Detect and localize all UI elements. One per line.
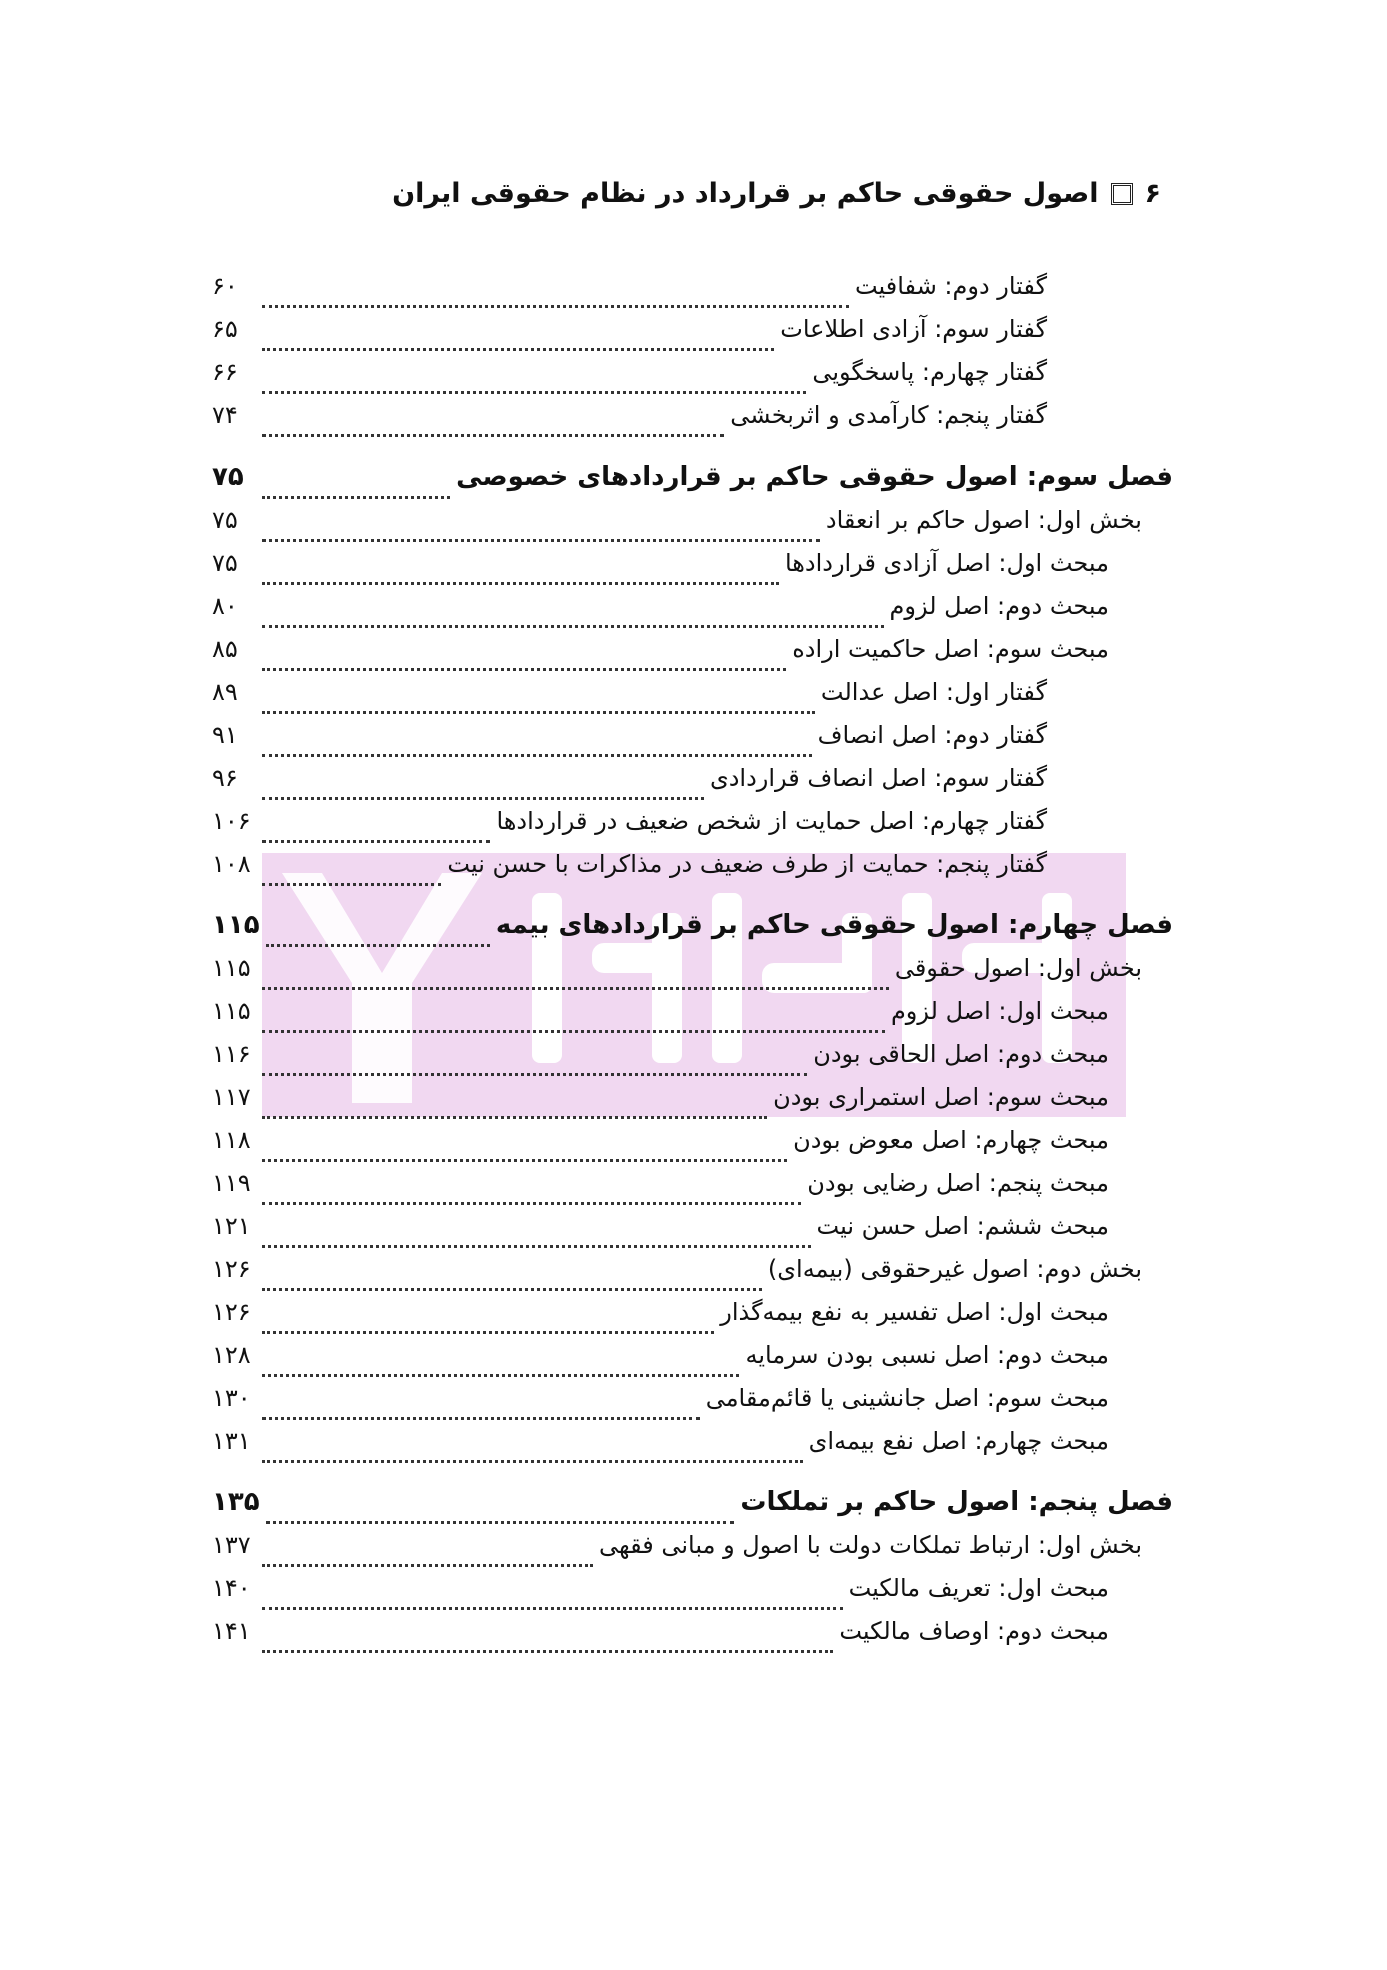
dot-leader (262, 699, 815, 714)
toc-entry-page: ۱۳۰ (212, 1384, 251, 1412)
dot-leader (262, 828, 490, 843)
toc-entry-page: ۱۱۵ (212, 910, 260, 940)
toc-entry-title: گفتار پنجم: حمایت از طرف ضعیف در مذاکرات با حسن نیت (447, 850, 1047, 878)
toc-entry-page: ۹۶ (212, 764, 238, 792)
toc-entry-title: مبحث ششم: اصل حسن نیت (816, 1212, 1109, 1240)
toc-entry-goftar[interactable] (212, 670, 1047, 714)
toc-entry-title: مبحث سوم: اصل استمراری بودن (773, 1083, 1109, 1111)
toc-entry-title: بخش اول: ارتباط تملکات دولت با اصول و مبانی فقهی (599, 1531, 1142, 1559)
toc-entry-title: مبحث دوم: اوصاف مالکیت (839, 1617, 1109, 1645)
toc-entry-part[interactable] (212, 1247, 1142, 1291)
toc-entry-page: ۱۴۱ (212, 1617, 251, 1645)
toc-entry-goftar[interactable] (212, 756, 1047, 800)
toc-entry-page: ۶۰ (212, 272, 238, 300)
page-number: ۶ (1144, 178, 1161, 209)
dot-leader (262, 293, 849, 308)
toc-entry-title: گفتار سوم: اصل انصاف قراردادی (709, 764, 1047, 792)
toc-entry-title: مبحث چهارم: اصل نفع بیمه‌ای (808, 1427, 1109, 1455)
toc-entry-page: ۱۱۵ (212, 997, 251, 1025)
toc-entry-page: ۱۱۵ (212, 954, 251, 982)
dot-leader (262, 742, 812, 757)
toc-entry-mabhas[interactable] (212, 1609, 1109, 1653)
dot-leader (262, 1638, 833, 1653)
toc-entry-title: مبحث سوم: اصل جانشینی یا قائم‌مقامی (705, 1384, 1109, 1412)
toc-entry-page: ۸۰ (212, 592, 238, 620)
toc-entry-title: مبحث دوم: اصل نسبی بودن سرمایه (745, 1341, 1109, 1369)
toc-entry-page: ۷۵ (212, 462, 244, 492)
toc-entry-page: ۱۲۶ (212, 1298, 251, 1326)
toc-entry-page: ۷۵ (212, 506, 238, 534)
toc-entry-mabhas[interactable] (212, 1376, 1109, 1420)
toc-entry-page: ۱۲۱ (212, 1212, 251, 1240)
toc-entry-mabhas[interactable] (212, 1118, 1109, 1162)
toc-entry-title: فصل پنجم: اصول حاکم بر تملکات (740, 1487, 1173, 1517)
dot-leader (262, 871, 441, 886)
toc-entry-title: گفتار اول: اصل عدالت (820, 678, 1047, 706)
toc-entry-part[interactable] (212, 498, 1142, 542)
toc-entry-title: مبحث دوم: اصل لزوم (889, 592, 1109, 620)
toc-entry-page: ۱۳۷ (212, 1531, 251, 1559)
book-title: اصول حقوقی حاکم بر قرارداد در نظام حقوقی ایران (392, 178, 1099, 209)
dot-leader (262, 527, 820, 542)
toc-entry-goftar[interactable] (212, 799, 1047, 843)
toc-entry-mabhas[interactable] (212, 1333, 1109, 1377)
toc-entry-title: گفتار چهارم: اصل حمایت از شخص ضعیف در قراردادها (496, 807, 1047, 835)
dot-leader (262, 1276, 762, 1291)
dot-leader (262, 1104, 767, 1119)
dot-leader (262, 785, 704, 800)
dot-leader (262, 379, 806, 394)
toc-entry-mabhas[interactable] (212, 1161, 1109, 1205)
toc-entry-title: گفتار چهارم: پاسخگویی (812, 358, 1047, 386)
toc-entry-mabhas[interactable] (212, 627, 1109, 671)
toc-entry-mabhas[interactable] (212, 1032, 1109, 1076)
dot-leader (262, 1595, 843, 1610)
toc-entry-page: ۹۱ (212, 721, 238, 749)
toc-entry-mabhas[interactable] (212, 1419, 1109, 1463)
toc-entry-page: ۱۲۸ (212, 1341, 251, 1369)
toc-entry-title: گفتار سوم: آزادی اطلاعات (780, 315, 1047, 343)
toc-entry-chapter[interactable] (212, 1480, 1173, 1524)
toc-entry-page: ۱۴۰ (212, 1574, 251, 1602)
toc-entry-mabhas[interactable] (212, 1075, 1109, 1119)
toc-entry-mabhas[interactable] (212, 1566, 1109, 1610)
toc-entry-chapter[interactable] (212, 455, 1173, 499)
toc-entry-page: ۶۵ (212, 315, 238, 343)
toc-entry-page: ۱۳۱ (212, 1427, 251, 1455)
dot-leader (262, 656, 786, 671)
toc-entry-page: ۱۱۶ (212, 1040, 251, 1068)
toc-entry-title: مبحث پنجم: اصل رضایی بودن (807, 1169, 1109, 1197)
dot-leader (262, 975, 889, 990)
toc-entry-title: فصل چهارم: اصول حقوقی حاکم بر قراردادهای بیمه (495, 910, 1173, 940)
toc-entry-title: مبحث سوم: اصل حاکمیت اراده (792, 635, 1109, 663)
toc-entry-part[interactable] (212, 946, 1142, 990)
toc-entry-page: ۷۴ (212, 401, 238, 429)
toc-entry-title: بخش دوم: اصول غیرحقوقی (بیمه‌ای) (767, 1255, 1142, 1283)
toc-entry-title: مبحث اول: تعریف مالکیت (848, 1574, 1109, 1602)
toc-entry-page: ۱۱۷ (212, 1083, 251, 1111)
toc-entry-page: ۷۵ (212, 549, 238, 577)
toc-entry-goftar[interactable] (212, 713, 1047, 757)
dot-leader (262, 1448, 803, 1463)
dot-leader (262, 613, 884, 628)
toc-entry-title: مبحث اول: اصل تفسیر به نفع بیمه‌گذار (720, 1298, 1109, 1326)
toc-entry-title: بخش اول: اصول حقوقی (894, 954, 1142, 982)
toc-entry-mabhas[interactable] (212, 1204, 1109, 1248)
dot-leader (262, 484, 450, 499)
toc-entry-title: مبحث چهارم: اصل معوض بودن (793, 1126, 1109, 1154)
toc-entry-page: ۸۵ (212, 635, 238, 663)
dot-leader (262, 1362, 739, 1377)
dot-leader (262, 1190, 801, 1205)
dot-leader (262, 1552, 593, 1567)
toc-entry-title: مبحث اول: اصل لزوم (890, 997, 1109, 1025)
toc-entry-title: بخش اول: اصول حاکم بر انعقاد (825, 506, 1142, 534)
toc-entry-title: فصل سوم: اصول حقوقی حاکم بر قراردادهای خصوصی (456, 462, 1173, 492)
dot-leader (262, 1147, 787, 1162)
dot-leader (262, 1061, 807, 1076)
toc-entry-goftar[interactable] (212, 307, 1047, 351)
dot-leader (262, 336, 774, 351)
toc-entry-page: ۱۰۸ (212, 850, 251, 878)
dot-leader (262, 1319, 714, 1334)
toc-entry-title: مبحث اول: اصل آزادی قراردادها (784, 549, 1109, 577)
toc-entry-goftar[interactable] (212, 842, 1047, 886)
dot-leader (262, 1233, 811, 1248)
toc-entry-mabhas[interactable] (212, 541, 1109, 585)
toc-entry-page: ۱۳۵ (212, 1487, 260, 1517)
toc-entry-title: گفتار دوم: شفافیت (854, 272, 1047, 300)
toc-entry-page: ۱۰۶ (212, 807, 251, 835)
dot-leader (262, 422, 724, 437)
dot-leader (262, 1405, 700, 1420)
toc-entry-page: ۶۶ (212, 358, 238, 386)
dot-leader (266, 1509, 735, 1524)
dot-leader (262, 1018, 885, 1033)
toc-entry-goftar[interactable] (212, 350, 1047, 394)
toc-entry-page: ۸۹ (212, 678, 238, 706)
toc-entry-chapter[interactable] (212, 903, 1173, 947)
toc-entry-goftar[interactable] (212, 393, 1047, 437)
dot-leader (262, 570, 779, 585)
toc-entry-page: ۱۱۹ (212, 1169, 251, 1197)
toc-entry-goftar[interactable] (212, 264, 1047, 308)
toc-entry-title: گفتار دوم: اصل انصاف (817, 721, 1047, 749)
toc-entry-page: ۱۱۸ (212, 1126, 251, 1154)
toc-entry-mabhas[interactable] (212, 1290, 1109, 1334)
toc-entry-mabhas[interactable] (212, 989, 1109, 1033)
toc-entry-part[interactable] (212, 1523, 1142, 1567)
toc-entry-title: گفتار پنجم: کارآمدی و اثربخشی (730, 401, 1047, 429)
toc-entry-mabhas[interactable] (212, 584, 1109, 628)
toc-entry-title: مبحث دوم: اصل الحاقی بودن (813, 1040, 1109, 1068)
dot-leader (266, 932, 490, 947)
toc-entry-page: ۱۲۶ (212, 1255, 251, 1283)
